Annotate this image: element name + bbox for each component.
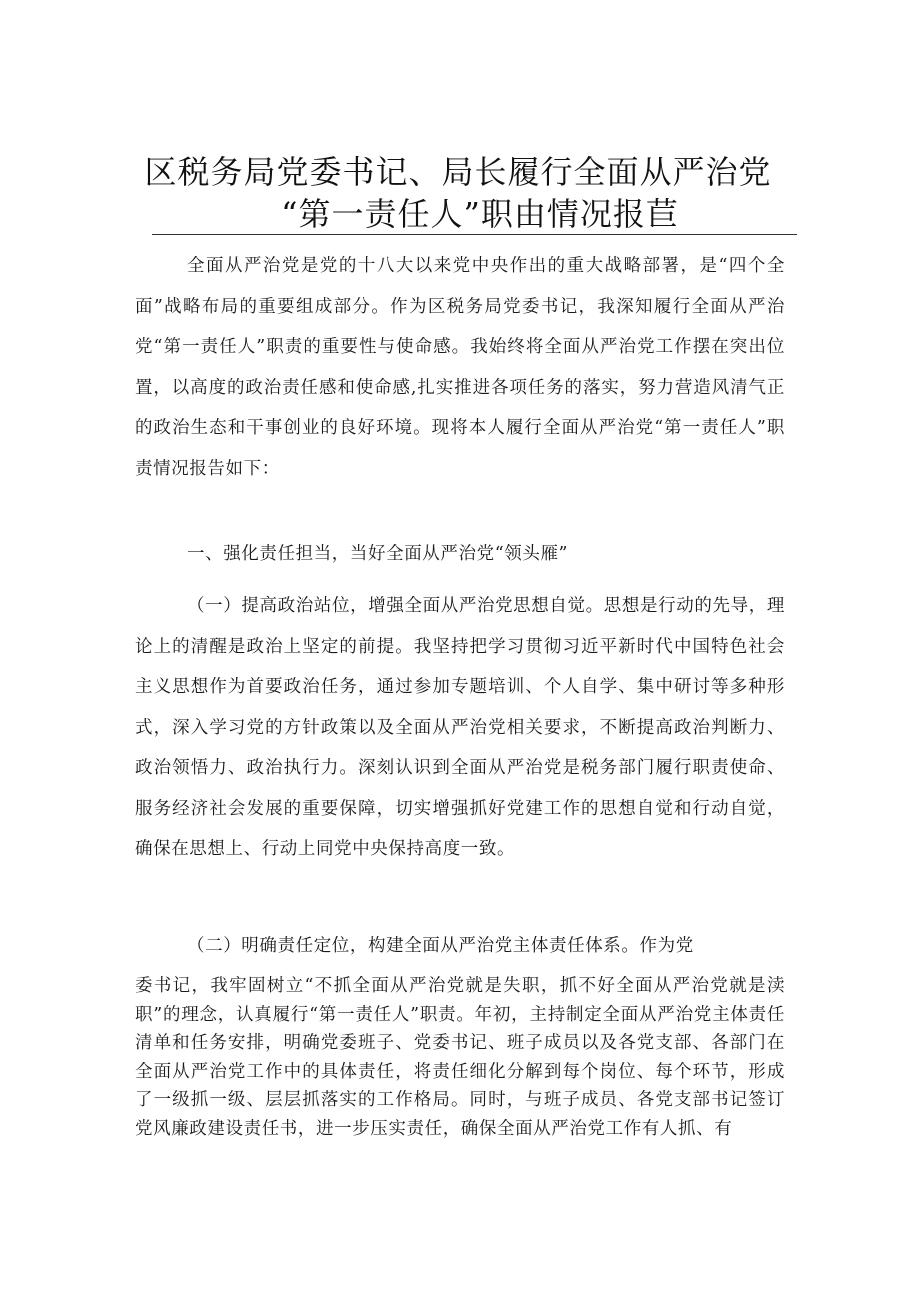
section1-heading: 一、强化责任担当，当好全面从严治党“领头雁” bbox=[187, 544, 569, 564]
subsection2-heading: （二）明确责任定位，构建全面从严治党主体责任体系。作为党 bbox=[187, 936, 694, 956]
document-title-line2: “第一责任人”职由情况报苣 bbox=[281, 195, 679, 233]
subsection2-paragraph: 委书记，我牢固树立“不抓全面从严治党就是失职，抓不好全面从严治党就是渎职”的理念，认真履行“第一责任人”职责。年初，主持制定全面从严治党主体责任清单和任务安排，明确党委班子、党委书记、班子成员以及各党支部、各部门在全面从严治党工作中的具体责任，将责任细化分解到每个岗位、每个环节，形成了一级抓一级、层层抓落实的工作格局。同时，与班子成员、各党支部书记签订党风廉政建设责任书，进一步压实责任，确保全面从严治党工作有人抓、有 bbox=[135, 976, 785, 1139]
subsection1-paragraph: （一）提高政治站位，增强全面从严治党思想自觉。思想是行动的先导，理论上的清醒是政治上坚定的前提。我坚持把学习贯彻习近平新时代中国特色社会主义思想作为首要政治任务，通过参加专题培训、个人自学、集中研讨等多种形式，深入学习党的方针政策以及全面从严治党相关要求，不断提高政治判断力、政治领悟力、政治执行力。深刻认识到全面从严治党是税务部门履行职责使命、服务经济社会发展的重要保障，切实增强抓好党建工作的思想自觉和行动自觉，确保在思想上、行动上同党中央保持高度一致。 bbox=[135, 596, 785, 859]
intro-paragraph: 全面从严治党是党的十八大以来党中央作出的重大战略部署，是“四个全面”战略布局的重要组成部分。作为区税务局党委书记，我深知履行全面从严治党“第一责任人”职责的重要性与使命感。我始终将全面从严治党工作摆在突出位置，以高度的政治责任感和使命感,扎实推进各项任务的落实，努力营造风清气正的政治生态和干事创业的良好环境。现将本人履行全面从严治党“第一责任人”职责情况报告如下： bbox=[135, 256, 785, 479]
document-title-line1: 区税务局党委书记、局长履行全面从严治党 bbox=[144, 153, 772, 191]
title-divider bbox=[152, 234, 797, 235]
